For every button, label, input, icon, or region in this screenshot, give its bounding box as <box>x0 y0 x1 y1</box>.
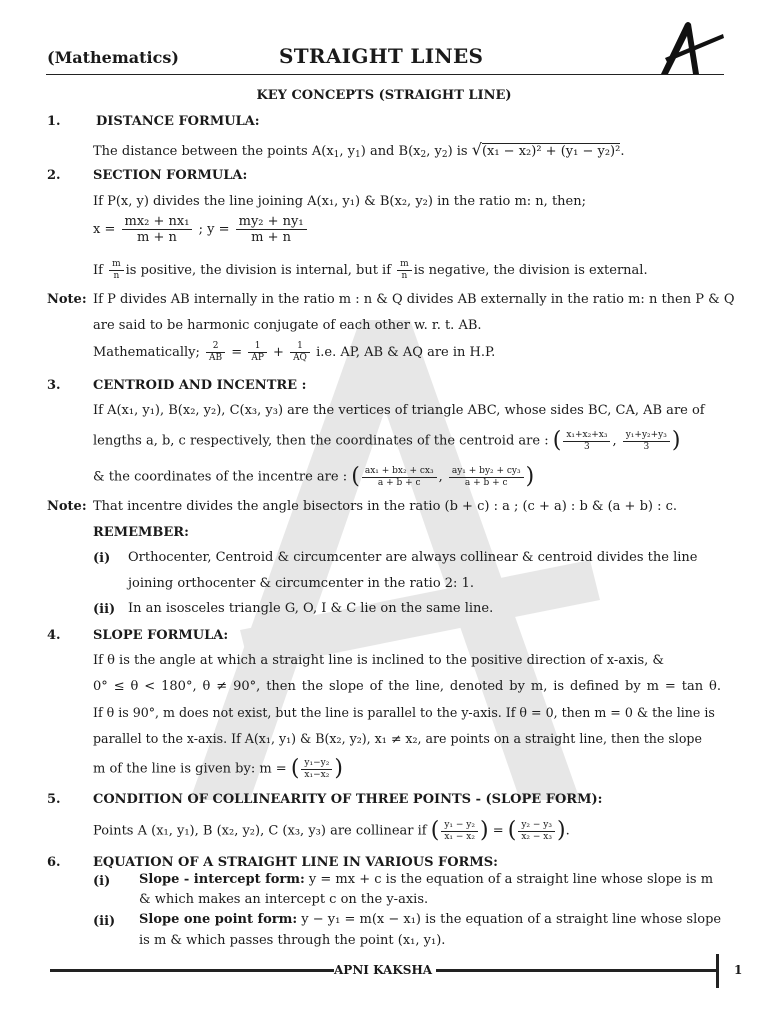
collinearity-formula: Points A (x₁, y₁), B (x₂, y₂), C (x₃, y₃) are collinear if ( $\frac{\text{y₁ − y₂}}{\text{x₁ − x₂}}$ ) = ( $\frac{\text{y₂ − y₃}}{\text{x₂ − x₃}}$ ). <box>93 818 570 843</box>
section-number: 4. <box>47 628 61 643</box>
section-number: 6. <box>47 855 61 870</box>
slope-text: If θ is the angle at which a straight line is inclined to the positive direction of x-axis, & <box>93 653 665 668</box>
note-text: If P divides AB internally in the ratio m : n & Q divides AB externally in the ratio m: n then P & Q <box>93 292 735 307</box>
slope-point-form: is m & which passes through the point (x₁, y₁). <box>139 933 446 948</box>
section-heading: SECTION FORMULA: <box>93 168 248 183</box>
section-formula-equations: x = $\frac{\text{mx₂ + nx₁}}{m + n}$ ; y = $\frac{\text{my₂ + ny₁}}{m + n}$ <box>93 214 309 245</box>
note-text: That incentre divides the angle bisectors in the ratio (b + c) : a ; (c + a) : b & (a + b) : c. <box>93 499 678 514</box>
centroid-text: If A(x₁, y₁), B(x₂, y₂), C(x₃, y₃) are the vertices of triangle ABC, whose sides BC, CA, AB are of <box>93 403 705 418</box>
subject-label: (Mathematics) <box>47 48 179 67</box>
slope-formula: m of the line is given by: m = ( $\frac{\text{y₁−y₂}}{\text{x₁−x₂}}$ ) <box>93 756 343 781</box>
section-number: 1. <box>47 114 61 129</box>
slope-intercept-form: & which makes an intercept c on the y-axis. <box>139 892 429 907</box>
page-title: KEY CONCEPTS (STRAIGHT LINE) <box>256 88 512 103</box>
footer-brand: APNI KAKSHA <box>334 963 433 977</box>
section-formula-intro: If P(x, y) divides the line joining A(x₁, y₁) & B(x₂, y₂) in the ratio m: n, then; <box>93 194 586 209</box>
remember-item: joining orthocenter & circumcenter in the ratio 2: 1. <box>128 576 474 591</box>
footer-divider <box>716 954 719 988</box>
division-rule-text: If $\frac{m}{n}$ is positive, the division is internal, but if $\frac{m}{n}$ is negative, the division is external. <box>93 259 648 281</box>
list-label: (ii) <box>93 602 116 617</box>
slope-point-form: Slope one point form: y − y₁ = m(x − x₁) is the equation of a straight line whose slope <box>139 912 722 927</box>
slope-intercept-form: Slope - intercept form: y = mx + c is the equation of a straight line whose slope is m <box>139 872 714 887</box>
footer-rule <box>436 969 718 972</box>
slope-text: If θ is 90°, m does not exist, but the line is parallel to the y-axis. If θ = 0, then m = 0 & the line is <box>93 705 715 720</box>
section-heading: SLOPE FORMULA: <box>93 628 229 643</box>
remember-heading: REMEMBER: <box>93 525 189 540</box>
remember-item: Orthocenter, Centroid & circumcenter are always collinear & centroid divides the line <box>128 550 698 565</box>
section-number: 3. <box>47 378 61 393</box>
harmonic-formula: Mathematically; $\frac{2}{AB}$ = $\frac{1}{AP}$ + $\frac{1}{AQ}$ i.e. AP, AB & AQ are in H.P. <box>93 341 496 363</box>
section-heading: CENTROID AND INCENTRE : <box>93 378 307 393</box>
note-label: Note: <box>47 292 87 307</box>
note-text: are said to be harmonic conjugate of each other w. r. t. AB. <box>93 318 482 333</box>
incentre-coordinates: & the coordinates of the incentre are : ( $\frac{\text{ax₁ + bx₂ + cx₃}}{a + b + c}$ , $\frac{\text{ay₁ + by₂ + cy₃}}{a + b + c}$ ) <box>93 464 535 489</box>
distance-formula-text: The distance between the points $A(x_1$, $y_1$) and $B(x_2$, $y_2$) is √(x₁ − x₂)² + (y₁ − y₂)². <box>93 140 625 160</box>
remember-item: In an isosceles triangle G, O, I & C lie on the same line. <box>128 601 494 616</box>
section-number: 2. <box>47 168 61 183</box>
section-heading: EQUATION OF A STRAIGHT LINE IN VARIOUS FORMS: <box>93 855 498 870</box>
slope-text: 0° ≤ θ < 180°, θ ≠ 90°, then the slope of the line, denoted by m, is defined by m = tan θ. <box>93 679 721 694</box>
note-label: Note: <box>47 499 87 514</box>
brand-logo <box>655 20 725 75</box>
page-number: 1 <box>734 963 743 977</box>
centroid-coordinates: lengths a, b, c respectively, then the coordinates of the centroid are : ( $\frac{\text{x₁+x₂+x₃}}{3}$ , $\frac{\text{y₁+y₂+y₃}}{3}$ ) <box>93 428 681 453</box>
page-header-title: STRAIGHT LINES <box>279 44 484 68</box>
list-label: (i) <box>93 551 111 566</box>
list-label: (ii) <box>93 914 116 929</box>
section-heading: DISTANCE FORMULA: <box>96 114 260 129</box>
footer-rule <box>50 969 334 972</box>
header-rule <box>46 74 724 75</box>
slope-text: parallel to the x-axis. If A(x₁, y₁) & B(x₂, y₂), x₁ ≠ x₂, are points on a straight line, then the slope <box>93 731 702 746</box>
list-label: (i) <box>93 874 111 889</box>
section-heading: CONDITION OF COLLINEARITY OF THREE POINTS - (SLOPE FORM): <box>93 792 603 807</box>
section-number: 5. <box>47 792 61 807</box>
